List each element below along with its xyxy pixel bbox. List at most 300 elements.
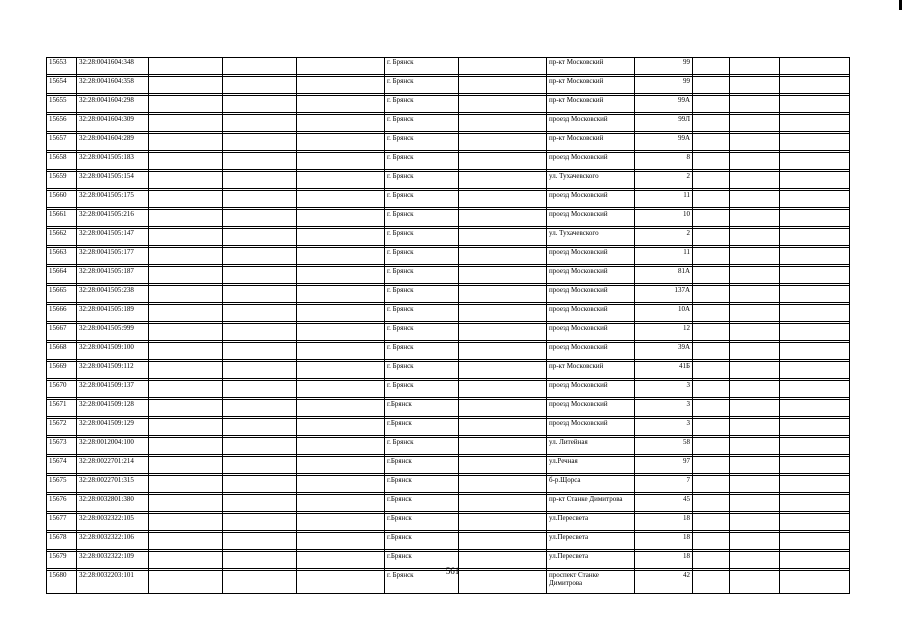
cell-empty <box>693 267 730 284</box>
cell-cadastral-number: 32:28:0041509:129 <box>77 419 149 436</box>
cell-street: пр-кт Московский <box>547 77 635 94</box>
cell-city: г. Брянск <box>385 343 459 360</box>
cell-empty <box>693 457 730 474</box>
table-row <box>47 362 850 379</box>
cell-record-number: 15671 <box>47 400 77 417</box>
cell-empty <box>297 438 385 455</box>
cell-city: г.Брянск <box>385 476 459 493</box>
cell-empty <box>693 514 730 531</box>
cell-empty <box>149 381 223 398</box>
cell-cadastral-number: 32:28:0032322:105 <box>77 514 149 531</box>
cell-empty <box>459 324 547 341</box>
cell-house-number: 81А <box>635 267 693 284</box>
cell-empty <box>459 419 547 436</box>
cell-street: проспект Станке Димитрова <box>547 571 635 594</box>
table-row <box>47 419 850 436</box>
cell-empty <box>459 381 547 398</box>
cell-street: проезд Московский <box>547 267 635 284</box>
cell-empty <box>693 172 730 189</box>
cell-house-number: 7 <box>635 476 693 493</box>
cell-empty <box>780 476 850 493</box>
cell-empty <box>780 248 850 265</box>
cell-record-number: 15665 <box>47 286 77 303</box>
cell-house-number: 41Б <box>635 362 693 379</box>
cell-record-number: 15653 <box>47 58 77 75</box>
cell-street: ул. Тухачевского <box>547 229 635 246</box>
cell-house-number: 99 <box>635 77 693 94</box>
cell-city: г. Брянск <box>385 324 459 341</box>
cell-empty <box>149 286 223 303</box>
cell-city: г. Брянск <box>385 77 459 94</box>
cell-empty <box>149 58 223 75</box>
cell-cadastral-number: 32:28:0041505:154 <box>77 172 149 189</box>
cell-empty <box>730 172 780 189</box>
cell-empty <box>780 305 850 322</box>
table-row <box>47 286 850 303</box>
cell-empty <box>297 267 385 284</box>
cell-record-number: 15655 <box>47 96 77 113</box>
cell-empty <box>149 514 223 531</box>
cell-empty <box>297 115 385 132</box>
page-number: 561 <box>445 566 460 576</box>
cell-empty <box>459 495 547 512</box>
cell-empty <box>149 267 223 284</box>
cell-street: б-р.Щорса <box>547 476 635 493</box>
cell-cadastral-number: 32:28:0041509:137 <box>77 381 149 398</box>
cell-city: г. Брянск <box>385 134 459 151</box>
cell-empty <box>297 134 385 151</box>
cell-empty <box>149 438 223 455</box>
cell-city: г. Брянск <box>385 362 459 379</box>
cell-empty <box>223 191 297 208</box>
cell-empty <box>730 362 780 379</box>
cell-empty <box>297 153 385 170</box>
scan-mark <box>899 0 902 10</box>
cell-empty <box>730 476 780 493</box>
cell-street: пр-кт Станке Димитрова <box>547 495 635 512</box>
cell-empty <box>730 96 780 113</box>
cell-cadastral-number: 32:28:0041505:238 <box>77 286 149 303</box>
cell-empty <box>149 457 223 474</box>
cell-empty <box>459 533 547 550</box>
cell-empty <box>297 362 385 379</box>
cell-house-number: 39А <box>635 343 693 360</box>
cell-cadastral-number: 32:28:0041505:183 <box>77 153 149 170</box>
cell-empty <box>780 343 850 360</box>
cell-house-number: 18 <box>635 552 693 569</box>
cell-empty <box>459 191 547 208</box>
cell-cadastral-number: 32:28:0032203:101 <box>77 571 149 594</box>
cell-empty <box>780 267 850 284</box>
cell-empty <box>780 495 850 512</box>
cell-record-number: 15660 <box>47 191 77 208</box>
cell-empty <box>693 324 730 341</box>
cell-city: г.Брянск <box>385 495 459 512</box>
cell-street: проезд Московский <box>547 343 635 360</box>
cell-house-number: 10А <box>635 305 693 322</box>
cell-empty <box>459 476 547 493</box>
cell-empty <box>693 191 730 208</box>
cell-empty <box>459 286 547 303</box>
cell-house-number: 3 <box>635 419 693 436</box>
cell-empty <box>780 533 850 550</box>
cell-cadastral-number: 32:28:0041509:112 <box>77 362 149 379</box>
cell-house-number: 99Л <box>635 115 693 132</box>
cell-empty <box>693 381 730 398</box>
cell-empty <box>780 362 850 379</box>
table-row <box>47 58 850 75</box>
table-row <box>47 476 850 493</box>
table-row <box>47 96 850 113</box>
cell-empty <box>780 419 850 436</box>
cell-empty <box>223 248 297 265</box>
table-row <box>47 153 850 170</box>
cell-empty <box>297 381 385 398</box>
cell-empty <box>223 286 297 303</box>
cell-cadastral-number: 32:28:0041505:189 <box>77 305 149 322</box>
cell-empty <box>780 77 850 94</box>
cell-city: г. Брянск <box>385 191 459 208</box>
cell-record-number: 15668 <box>47 343 77 360</box>
cell-city: г.Брянск <box>385 457 459 474</box>
cell-record-number: 15664 <box>47 267 77 284</box>
cell-street: проезд Московский <box>547 210 635 227</box>
cell-city: г. Брянск <box>385 229 459 246</box>
cell-empty <box>297 533 385 550</box>
cell-record-number: 15654 <box>47 77 77 94</box>
cell-empty <box>459 172 547 189</box>
cell-empty <box>730 400 780 417</box>
cell-house-number: 3 <box>635 400 693 417</box>
cell-empty <box>223 210 297 227</box>
cell-empty <box>693 229 730 246</box>
cell-record-number: 15677 <box>47 514 77 531</box>
cell-street: проезд Московский <box>547 191 635 208</box>
cell-house-number: 3 <box>635 381 693 398</box>
cell-empty <box>780 134 850 151</box>
cell-empty <box>730 324 780 341</box>
cell-cadastral-number: 32:28:0041505:216 <box>77 210 149 227</box>
cell-empty <box>780 210 850 227</box>
cell-record-number: 15657 <box>47 134 77 151</box>
cell-street: пр-кт Московский <box>547 96 635 113</box>
cell-empty <box>693 495 730 512</box>
cell-record-number: 15661 <box>47 210 77 227</box>
cell-cadastral-number: 32:28:0041505:999 <box>77 324 149 341</box>
cell-empty <box>693 438 730 455</box>
cell-empty <box>730 305 780 322</box>
cell-empty <box>730 267 780 284</box>
cell-empty <box>149 476 223 493</box>
table-row <box>47 267 850 284</box>
cell-empty <box>297 286 385 303</box>
cell-empty <box>223 229 297 246</box>
cell-city: г. Брянск <box>385 248 459 265</box>
table-row <box>47 134 850 151</box>
cell-house-number: 18 <box>635 533 693 550</box>
cell-empty <box>297 476 385 493</box>
cell-cadastral-number: 32:28:0022701:315 <box>77 476 149 493</box>
cell-empty <box>693 419 730 436</box>
cell-empty <box>459 267 547 284</box>
cell-empty <box>223 514 297 531</box>
cell-city: г. Брянск <box>385 153 459 170</box>
cell-empty <box>730 115 780 132</box>
cell-house-number: 137А <box>635 286 693 303</box>
cell-empty <box>730 134 780 151</box>
cell-cadastral-number: 32:28:0041604:309 <box>77 115 149 132</box>
cell-empty <box>730 248 780 265</box>
cell-empty <box>730 191 780 208</box>
cell-empty <box>459 362 547 379</box>
cell-city: г.Брянск <box>385 419 459 436</box>
cell-cadastral-number: 32:28:0032801:380 <box>77 495 149 512</box>
cell-cadastral-number: 32:28:0041505:147 <box>77 229 149 246</box>
cell-city: г. Брянск <box>385 438 459 455</box>
cell-empty <box>297 77 385 94</box>
cell-cadastral-number: 32:28:0041509:128 <box>77 400 149 417</box>
cell-empty <box>693 96 730 113</box>
cell-cadastral-number: 32:28:0012004:100 <box>77 438 149 455</box>
cell-record-number: 15667 <box>47 324 77 341</box>
cell-empty <box>459 210 547 227</box>
cell-empty <box>730 229 780 246</box>
table-row <box>47 381 850 398</box>
cell-empty <box>730 495 780 512</box>
cell-city: г.Брянск <box>385 514 459 531</box>
cell-empty <box>459 134 547 151</box>
cell-empty <box>693 286 730 303</box>
cell-empty <box>730 77 780 94</box>
cell-empty <box>780 438 850 455</box>
table-row <box>47 438 850 455</box>
cell-empty <box>780 58 850 75</box>
cell-empty <box>297 248 385 265</box>
cell-empty <box>297 495 385 512</box>
cell-empty <box>149 210 223 227</box>
cell-empty <box>223 77 297 94</box>
cell-street: пр-кт Московский <box>547 58 635 75</box>
cell-empty <box>297 305 385 322</box>
cell-empty <box>693 58 730 75</box>
cell-empty <box>693 343 730 360</box>
table-row <box>47 248 850 265</box>
cell-empty <box>459 514 547 531</box>
cell-empty <box>780 324 850 341</box>
cell-empty <box>459 229 547 246</box>
cell-street: ул.Пересвета <box>547 514 635 531</box>
cell-record-number: 15669 <box>47 362 77 379</box>
cell-street: проезд Московский <box>547 419 635 436</box>
cell-cadastral-number: 32:28:0041509:100 <box>77 343 149 360</box>
cell-empty <box>149 533 223 550</box>
cell-empty <box>459 305 547 322</box>
table-row <box>47 324 850 341</box>
cell-empty <box>223 267 297 284</box>
cell-empty <box>223 362 297 379</box>
cell-city: г. Брянск <box>385 571 459 594</box>
cell-empty <box>297 419 385 436</box>
cell-city: г.Брянск <box>385 552 459 569</box>
cell-city: г. Брянск <box>385 96 459 113</box>
cell-cadastral-number: 32:28:0032322:106 <box>77 533 149 550</box>
cell-empty <box>693 362 730 379</box>
cell-empty <box>693 248 730 265</box>
cell-empty <box>693 400 730 417</box>
cell-empty <box>780 286 850 303</box>
cell-cadastral-number: 32:28:0032322:109 <box>77 552 149 569</box>
cell-empty <box>149 248 223 265</box>
cell-empty <box>223 324 297 341</box>
cell-record-number: 15670 <box>47 381 77 398</box>
cell-empty <box>223 495 297 512</box>
cell-empty <box>780 115 850 132</box>
cell-empty <box>223 438 297 455</box>
cell-city: г. Брянск <box>385 305 459 322</box>
cell-empty <box>693 210 730 227</box>
cell-house-number: 2 <box>635 172 693 189</box>
cell-empty <box>297 96 385 113</box>
cell-record-number: 15663 <box>47 248 77 265</box>
cell-empty <box>780 191 850 208</box>
cell-house-number: 2 <box>635 229 693 246</box>
cell-record-number: 15666 <box>47 305 77 322</box>
cell-house-number: 99А <box>635 96 693 113</box>
cell-empty <box>149 324 223 341</box>
cell-street: проезд Московский <box>547 153 635 170</box>
cell-empty <box>780 153 850 170</box>
cell-house-number: 11 <box>635 248 693 265</box>
cell-cadastral-number: 32:28:0041505:175 <box>77 191 149 208</box>
cell-record-number: 15672 <box>47 419 77 436</box>
cell-empty <box>459 96 547 113</box>
cell-empty <box>149 362 223 379</box>
cell-record-number: 15678 <box>47 533 77 550</box>
cell-empty <box>693 153 730 170</box>
property-register-table <box>46 57 850 594</box>
table-row <box>47 533 850 550</box>
cell-empty <box>297 229 385 246</box>
cell-record-number: 15659 <box>47 172 77 189</box>
cell-empty <box>149 115 223 132</box>
cell-empty <box>730 514 780 531</box>
cell-empty <box>459 457 547 474</box>
cell-record-number: 15662 <box>47 229 77 246</box>
cell-street: ул.Пересвета <box>547 552 635 569</box>
cell-empty <box>223 153 297 170</box>
cell-street: проезд Московский <box>547 324 635 341</box>
table-row <box>47 305 850 322</box>
cell-empty <box>693 115 730 132</box>
cell-empty <box>780 514 850 531</box>
cell-city: г. Брянск <box>385 210 459 227</box>
cell-empty <box>730 58 780 75</box>
cell-record-number: 15675 <box>47 476 77 493</box>
cell-empty <box>459 400 547 417</box>
cell-empty <box>297 343 385 360</box>
cell-empty <box>149 229 223 246</box>
cell-empty <box>223 115 297 132</box>
cell-house-number: 10 <box>635 210 693 227</box>
cell-empty <box>780 229 850 246</box>
cell-city: г. Брянск <box>385 115 459 132</box>
cell-street: проезд Московский <box>547 400 635 417</box>
cell-record-number: 15679 <box>47 552 77 569</box>
cell-city: г. Брянск <box>385 286 459 303</box>
cell-record-number: 15674 <box>47 457 77 474</box>
cell-empty <box>223 457 297 474</box>
cell-street: проезд Московский <box>547 248 635 265</box>
cell-empty <box>459 77 547 94</box>
cell-empty <box>297 324 385 341</box>
cell-record-number: 15676 <box>47 495 77 512</box>
cell-empty <box>149 343 223 360</box>
cell-empty <box>730 381 780 398</box>
table-row <box>47 210 850 227</box>
cell-empty <box>297 191 385 208</box>
cell-house-number: 99 <box>635 58 693 75</box>
cell-city: г. Брянск <box>385 172 459 189</box>
table-row <box>47 495 850 512</box>
cell-cadastral-number: 32:28:0041604:348 <box>77 58 149 75</box>
cell-empty <box>693 533 730 550</box>
cell-cadastral-number: 32:28:0041604:298 <box>77 96 149 113</box>
cell-record-number: 15680 <box>47 571 77 594</box>
cell-empty <box>297 400 385 417</box>
table-row <box>47 191 850 208</box>
cell-empty <box>223 134 297 151</box>
cell-empty <box>149 191 223 208</box>
cell-empty <box>730 210 780 227</box>
cell-empty <box>459 153 547 170</box>
cell-street: проезд Московский <box>547 286 635 303</box>
cell-house-number: 18 <box>635 514 693 531</box>
cell-empty <box>223 172 297 189</box>
cell-empty <box>149 400 223 417</box>
cell-empty <box>297 514 385 531</box>
cell-empty <box>780 457 850 474</box>
cell-empty <box>459 343 547 360</box>
cell-empty <box>693 134 730 151</box>
cell-empty <box>459 58 547 75</box>
cell-street: ул. Литейная <box>547 438 635 455</box>
cell-city: г. Брянск <box>385 58 459 75</box>
cell-house-number: 12 <box>635 324 693 341</box>
table-row <box>47 343 850 360</box>
table-row <box>47 77 850 94</box>
cell-street: проезд Московский <box>547 381 635 398</box>
cell-empty <box>223 419 297 436</box>
cell-empty <box>730 438 780 455</box>
cell-empty <box>149 153 223 170</box>
cell-empty <box>693 77 730 94</box>
cell-cadastral-number: 32:28:0041604:289 <box>77 134 149 151</box>
cell-house-number: 58 <box>635 438 693 455</box>
table-body <box>47 58 850 594</box>
cell-empty <box>149 495 223 512</box>
cell-street: проезд Московский <box>547 305 635 322</box>
cell-empty <box>730 153 780 170</box>
table-row <box>47 400 850 417</box>
cell-empty <box>223 58 297 75</box>
cell-empty <box>223 400 297 417</box>
table-row <box>47 229 850 246</box>
cell-empty <box>730 419 780 436</box>
cell-empty <box>780 400 850 417</box>
cell-city: г. Брянск <box>385 267 459 284</box>
cell-house-number: 45 <box>635 495 693 512</box>
cell-empty <box>730 286 780 303</box>
